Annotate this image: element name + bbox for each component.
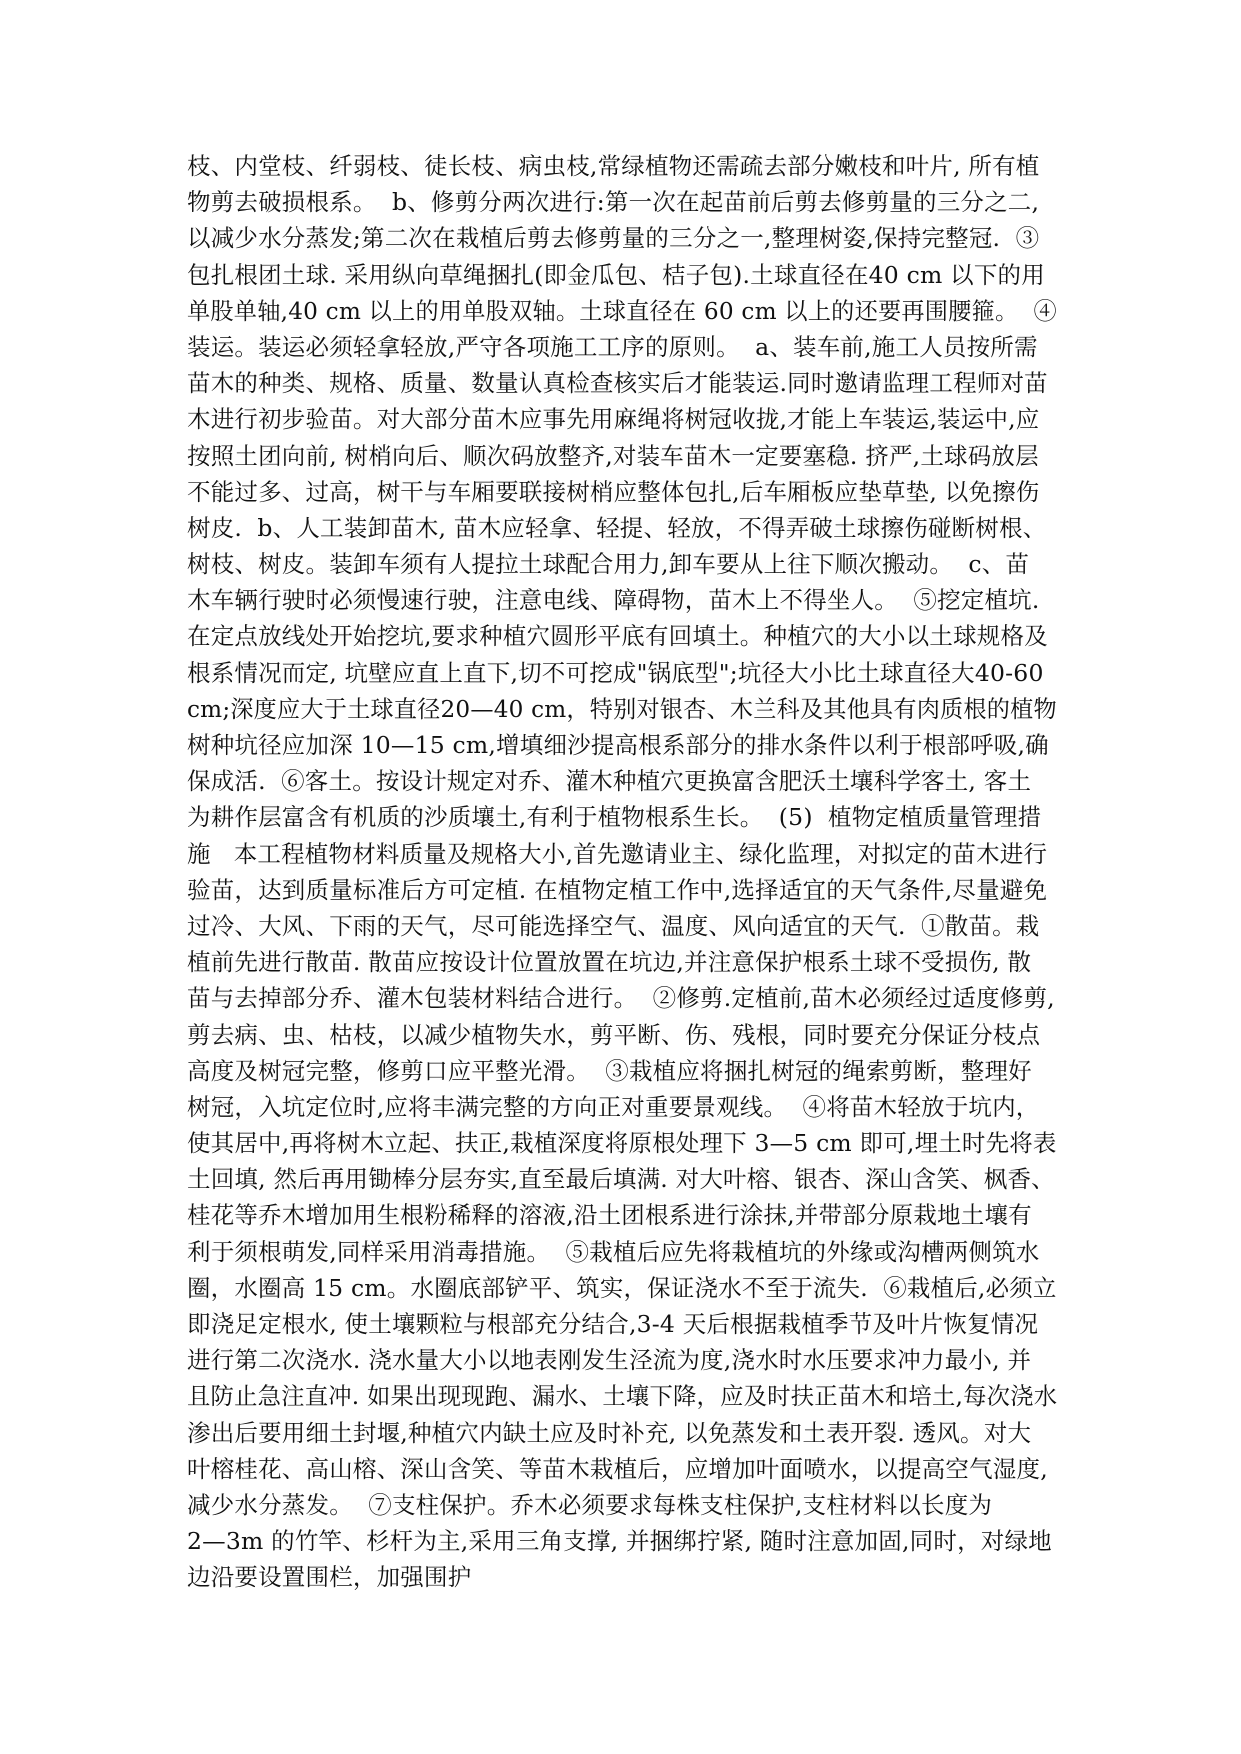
- text-line: 枝、内堂枝、纤弱枝、徒长枝、病虫枝,常绿植物还需疏去部分嫩枝和叶片, 所有植: [187, 152, 1040, 180]
- text-line: 利于须根萌发,同样采用消毒措施。 ⑤栽植后应先将栽植坑的外缘或沟槽两侧筑水: [187, 1237, 1040, 1266]
- text-line: 施 本工程植物材料质量及规格大小,首先邀请业主、绿化监理，对拟定的苗木进行: [187, 839, 1048, 868]
- text-line: 苗与去掉部分乔、灌木包装材料结合进行。 ②修剪.定植前,苗木必须经过适度修剪,: [187, 984, 1055, 1013]
- text-line: 树种坑径应加深 10—15 cm,增填细沙提高根系部分的排水条件以利于根部呼吸,确: [187, 731, 1049, 759]
- text-line: 桂花等乔木增加用生根粉稀释的溶液,沿土团根系进行涂抹,并带部分原栽地土壤有: [187, 1201, 1032, 1230]
- text-line: 使其居中,再将树木立起、扶正,栽植深度将原根处理下 3—5 cm 即可,埋土时先将表: [187, 1129, 1057, 1158]
- text-line: 过冷、大风、下雨的天气，尽可能选择空气、温度、风向适宜的天气. ①散苗。栽: [187, 911, 1040, 940]
- text-line: 验苗，达到质量标准后方可定植. 在植物定植工作中,选择适宜的天气条件,尽量避免: [187, 875, 1048, 904]
- text-line: 圈，水圈高 15 cm。水圈底部铲平、筑实，保证浇水不至于流失. ⑥栽植后,必须立: [187, 1273, 1057, 1302]
- text-line: 苗木的种类、规格、质量、数量认真检查核实后才能装运.同时邀请监理工程师对苗: [187, 369, 1048, 398]
- text-line: 木车辆行驶时必须慢速行驶，注意电线、障碍物，苗木上不得坐人。 ⑤挖定植坑.: [187, 586, 1040, 615]
- text-line: 根系情况而定, 坑壁应直上直下,切不可挖成"锅底型";坑径大小比土球直径大40-60: [187, 658, 1044, 687]
- text-line: 木进行初步验苗。对大部分苗木应事先用麻绳将树冠收拢,才能上车装运,装运中,应: [187, 405, 1040, 434]
- text-line: 树皮. b、人工装卸苗木, 苗木应轻拿、轻提、轻放，不得弄破土球擦伤碰断树根、: [187, 513, 1047, 542]
- text-line: 且防止急注直冲. 如果出现现跑、漏水、土壤下降，应及时扶正苗木和培土,每次浇水: [187, 1382, 1058, 1411]
- document-body: [187, 148, 1057, 1596]
- text-line: 叶榕桂花、高山榕、深山含笑、等苗木栽植后，应增加叶面喷水，以提高空气湿度,: [187, 1454, 1048, 1483]
- text-line: 保成活. ⑥客土。按设计规定对乔、灌木种植穴更换富含肥沃土壤科学客土, 客土: [187, 767, 1032, 796]
- text-line: 按照土团向前, 树梢向后、顺次码放整齐,对装车苗木一定要塞稳. 挤严,土球码放层: [187, 441, 1039, 470]
- text-line: 物剪去破损根系。 b、修剪分两次进行:第一次在起苗前后剪去修剪量的三分之二,: [187, 188, 1040, 217]
- text-line: 不能过多、过高，树干与车厢要联接树梢应整体包扎,后车厢板应垫草垫, 以免擦伤: [187, 477, 1040, 506]
- text-line: 以减少水分蒸发;第二次在栽植后剪去修剪量的三分之一,整理树姿,保持完整冠. ③: [187, 224, 1040, 253]
- text-line: 渗出后要用细土封堰,种植穴内缺土应及时补充, 以免蒸发和土表开裂. 透风。对大: [187, 1418, 1032, 1447]
- text-line: 装运。装运必须轻拿轻放,严守各项施工工序的原则。 a、装车前,施工人员按所需: [187, 332, 1038, 361]
- text-line: 剪去病、虫、枯枝，以减少植物失水，剪平断、伤、残根，同时要充分保证分枝点: [187, 1020, 1041, 1049]
- text-line: 即浇足定根水, 使土壤颗粒与根部充分结合,3-4 天后根据栽植季节及叶片恢复情况: [187, 1310, 1039, 1338]
- text-line: 边沿要设置围栏，加强围护: [187, 1563, 472, 1592]
- text-line: 包扎根团土球. 采用纵向草绳捆扎(即金瓜包、桔子包).土球直径在40 cm 以下的用: [187, 260, 1045, 289]
- text-line: 在定点放线处开始挖坑,要求种植穴圆形平底有回填土。种植穴的大小以土球规格及: [187, 622, 1048, 651]
- text-line: 为耕作层富含有机质的沙质壤土,有利于植物根系生长。 (5) 植物定植质量管理措: [187, 803, 1042, 832]
- text-line: 土回填, 然后再用锄棒分层夯实,直至最后填满. 对大叶榕、银杏、深山含笑、枫香、: [187, 1165, 1055, 1194]
- text-line: 高度及树冠完整，修剪口应平整光滑。 ③栽植应将捆扎树冠的绳索剪断，整理好: [187, 1056, 1032, 1085]
- text-line: cm;深度应大于土球直径20—40 cm，特别对银杏、木兰科及其他具有肉质根的植物: [187, 694, 1057, 723]
- text-line: 植前先进行散苗. 散苗应按设计位置放置在坑边,并注意保护根系土球不受损伤, 散: [187, 948, 1032, 977]
- text-line: 单股单轴,40 cm 以上的用单股双轴。土球直径在 60 cm 以上的还要再围腰箍。 ④: [187, 296, 1057, 325]
- text-line: 树冠，入坑定位时,应将丰满完整的方向正对重要景观线。 ④将苗木轻放于坑内，: [187, 1092, 1040, 1121]
- text-line: 树枝、树皮。装卸车须有人提拉土球配合用力,卸车要从上往下顺次搬动。 c、苗: [187, 550, 1030, 579]
- text-line: 2—3m 的竹竿、杉杆为主,采用三角支撑, 并捆绑拧紧, 随时注意加固,同时，对绿地: [187, 1527, 1052, 1556]
- text-line: 进行第二次浇水. 浇水量大小以地表刚发生泾流为度,浇水时水压要求冲力最小, 并: [187, 1346, 1032, 1375]
- text-line: 减少水分蒸发。 ⑦支柱保护。乔木必须要求每株支柱保护,支柱材料以长度为: [187, 1490, 993, 1519]
